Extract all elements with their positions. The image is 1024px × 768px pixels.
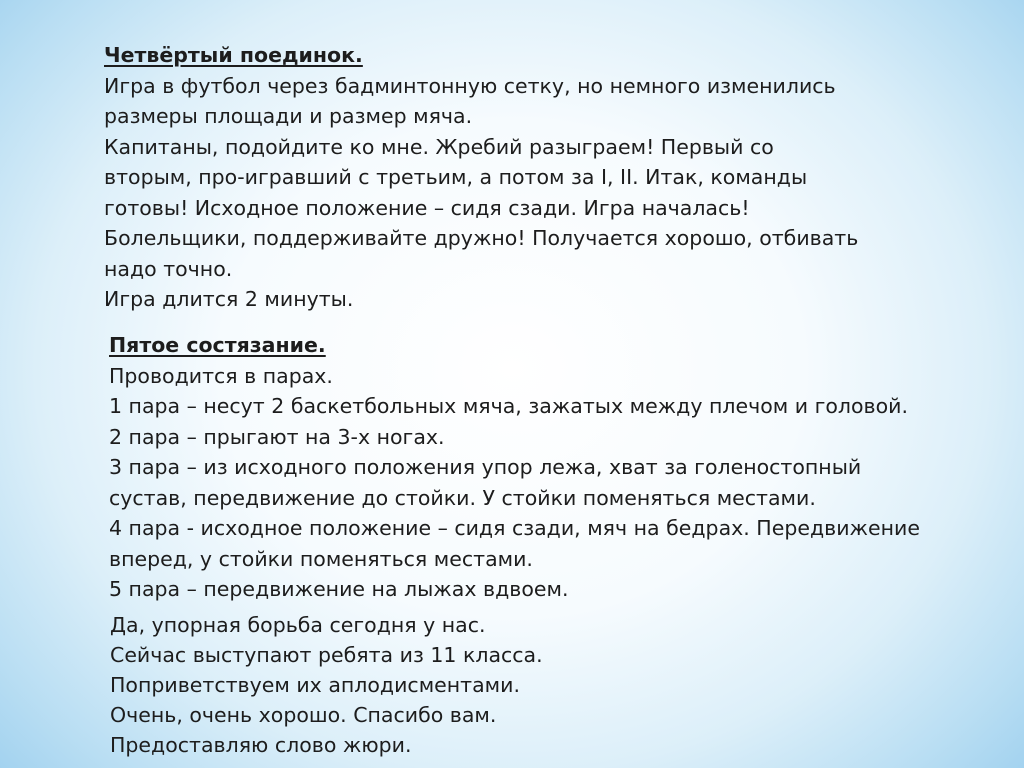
text-line: Болельщики, поддерживайте дружно! Получается хорошо, отбивать xyxy=(104,226,859,250)
text-line: Капитаны, подойдите ко мне. Жребий разыграем! Первый со xyxy=(104,134,774,159)
text-line: 5 пара – передвижение на лыжах вдвоем. xyxy=(109,577,569,601)
text-line: вперед, у стойки поменяться местами. xyxy=(109,546,533,571)
text-line: 1 пара – несут 2 баскетбольных мяча, зажатых между плечом и головой. xyxy=(109,394,908,418)
text-line: надо точно. xyxy=(104,256,233,281)
text-line: готовы! Исходное положение – сидя сзади. Игра началась! xyxy=(104,195,750,220)
text-line: Предоставляю слово жюри. xyxy=(110,733,412,757)
section-fourth-bout xyxy=(104,40,858,315)
section-heading: Пятое состязание. xyxy=(109,333,326,357)
text-line: Да, упорная борьба сегодня у нас. xyxy=(110,613,486,637)
text-line: 3 пара – из исходного положения упор лежа, хват за голеностопный xyxy=(109,455,862,479)
text-line: сустав, передвижение до стойки. У стойки поменяться местами. xyxy=(109,485,816,510)
text-line: размеры площади и размер мяча. xyxy=(104,104,473,128)
text-line: Проводится в парах. xyxy=(109,363,333,388)
text-line: Сейчас выступают ребята из 11 класса. xyxy=(110,643,543,667)
text-line: Игра в футбол через бадминтонную сетку, но немного изменились xyxy=(104,73,836,98)
closing-remarks xyxy=(110,610,543,760)
text-line: 4 пара - исходное положение – сидя сзади, мяч на бедрах. Передвижение xyxy=(109,516,920,540)
section-heading: Четвёртый поединок. xyxy=(104,43,363,67)
text-line: 2 пара – прыгают на 3-х ногах. xyxy=(109,424,445,449)
text-line: вторым, про-игравший с третьим, а потом за I, II. Итак, команды xyxy=(104,165,808,189)
text-line: Поприветствуем их аплодисментами. xyxy=(110,673,520,697)
text-line: Игра длится 2 минуты. xyxy=(104,287,354,311)
section-fifth-contest xyxy=(109,330,920,605)
text-line: Очень, очень хорошо. Спасибо вам. xyxy=(110,703,497,727)
